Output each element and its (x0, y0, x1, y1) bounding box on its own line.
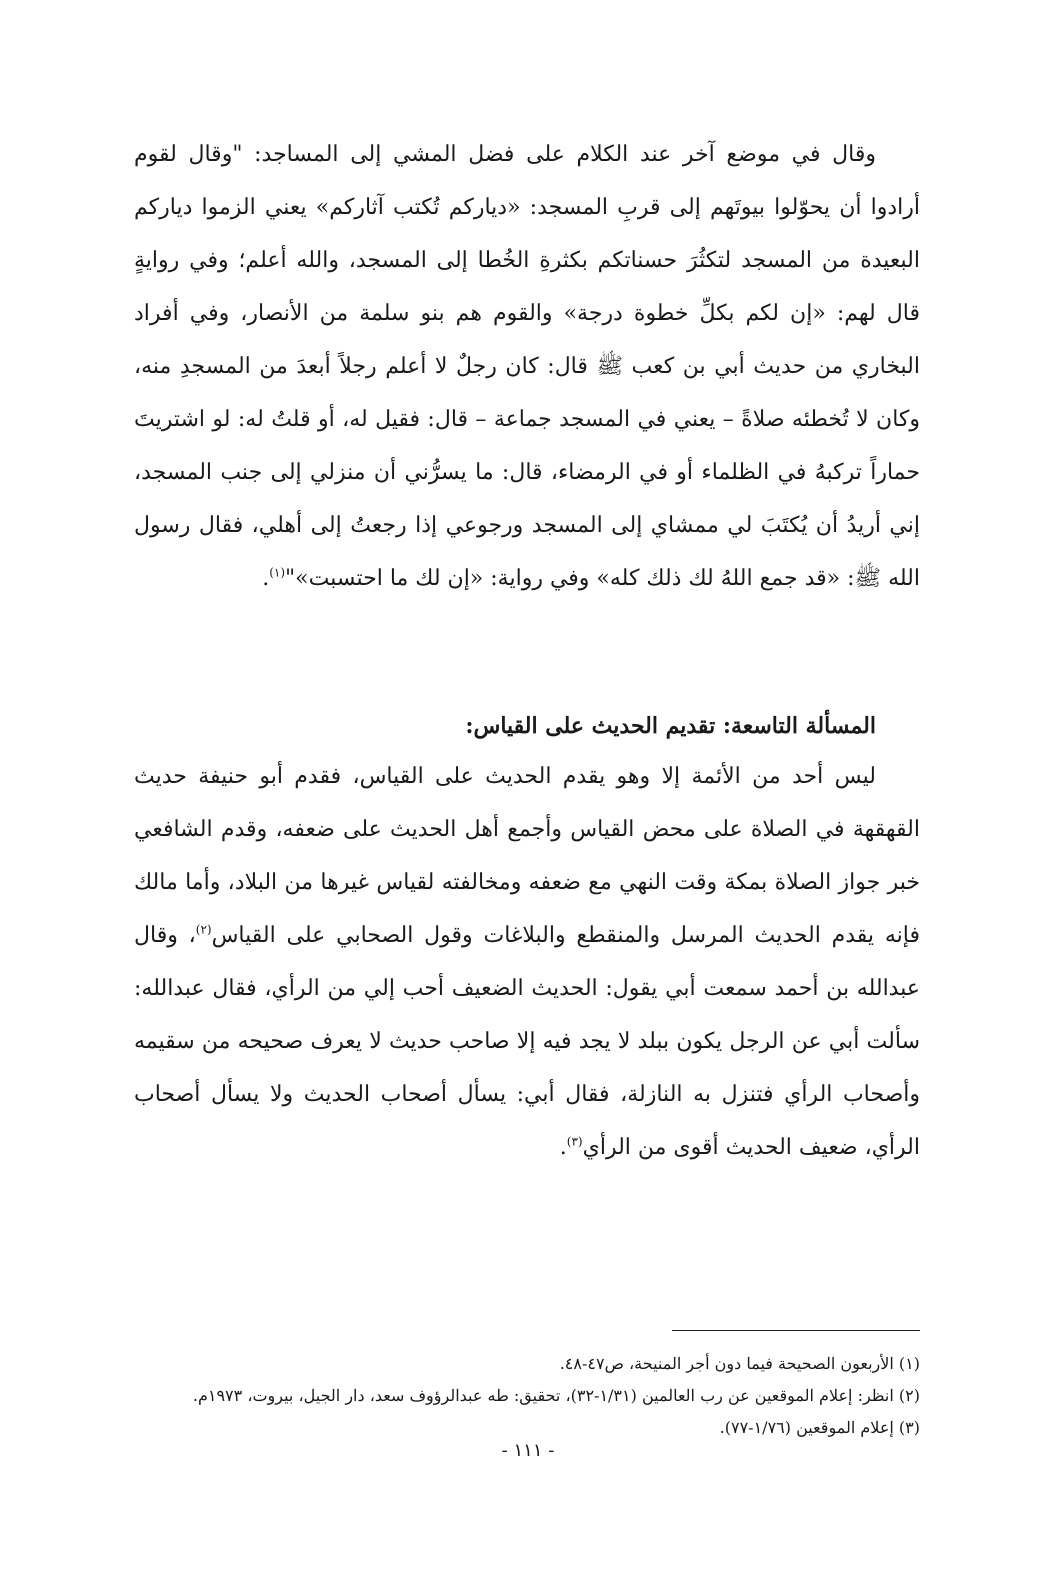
paragraph-1 (134, 128, 920, 605)
footnote-2: (٢) انظر: إعلام الموقعين عن رب العالمين (١/٣١-٣٢)، تحقيق: طه عبدالرؤوف سعد، دار الجيل، بيروت، ١٩٧٣م. (192, 1386, 920, 1405)
footnote-ref-1: (١) (269, 565, 286, 580)
paragraph-2-text-b: ، وقال عبدالله بن أحمد سمعت أبي يقول: الحديث الضعيف أحب إلي من الرأي، فقال عبدالله: سألت أبي عن الرجل يكون ببلد لا يجد فيه إلا صاحب حديث لا يعرف صحيحه من سقيمه وأصحاب الرأي فتنزل به النازلة، فقال أبي: يسأل أصحاب الحديث ولا يسأل أصحاب الرأي، ضعيف الحديث أقوى من الرأي (134, 923, 920, 1160)
paragraph-2-text-a: ليس أحد من الأئمة إلا وهو يقدم الحديث على القياس، فقدم أبو حنيفة حديث القهقهة في الصلاة على محض القياس وأجمع أهل الحديث على ضعفه، وقدم الشافعي خبر جواز الصلاة بمكة وقت النهي مع ضعفه ومخالفته لقياس غيرها من البلاد، وأما مالك فإنه يقدم الحديث المرسل والمنقطع والبلاغات وقول الصحابي على القياس (134, 764, 921, 948)
page-number: - ١١١ - (501, 1440, 555, 1461)
footnote-1: (١) الأربعون الصحيحة فيما دون أجر المنيحة، ص٤٧-٤٨. (559, 1354, 920, 1373)
footnote-3: (٣) إعلام الموقعين (١/٧٦-٧٧). (719, 1418, 920, 1437)
footnote-separator (672, 1330, 920, 1331)
paragraph-2 (134, 750, 920, 1174)
footnote-ref-2: (٢) (195, 922, 212, 937)
footnote-ref-3: (٣) (566, 1134, 583, 1149)
paragraph-2-end: . (559, 1135, 567, 1160)
section-heading: المسألة التاسعة: تقديم الحديث على القياس: (465, 713, 876, 739)
paragraph-1-text: وقال في موضع آخر عند الكلام على فضل المشي إلى المساجد: "وقال لقوم أرادوا أن يحوّلوا بيوتَهم إلى قربِ المسجد: «دياركم تُكتب آثاركم» يعني الزموا دياركم البعيدة من المسجد لتكثُرَ حسناتكم بكثرةِ الخُطا إلى المسجد، والله أعلم؛ وفي روايةٍ قال لهم: «إن لكم بكلِّ خطوة درجة» والقوم هم بنو سلمة من الأنصار، وفي أفراد البخاري من حديث أبي بن كعب ﷺ قال: كان رجلٌ لا أعلم رجلاً أبعدَ من المسجدِ منه، وكان لا تُخطئه صلاةً – يعني في المسجد جماعة – قال: فقيل له، أو قلتُ له: لو اشتريتَ حماراً تركبهُ في الظلماء أو في الرمضاء، قال: ما يسرُّني أن منزلي إلى جنب المسجد، إني أريدُ أن يُكتَبَ لي ممشاي إلى المسجد ورجوعي إذا رجعتُ إلى أهلي، فقال رسول الله ﷺ: «قد جمع اللهُ لك ذلك كله» وفي رواية: «إن لك ما احتسبت»" (134, 142, 920, 591)
footnotes (120, 1348, 920, 1444)
paragraph-1-end: . (262, 566, 270, 591)
